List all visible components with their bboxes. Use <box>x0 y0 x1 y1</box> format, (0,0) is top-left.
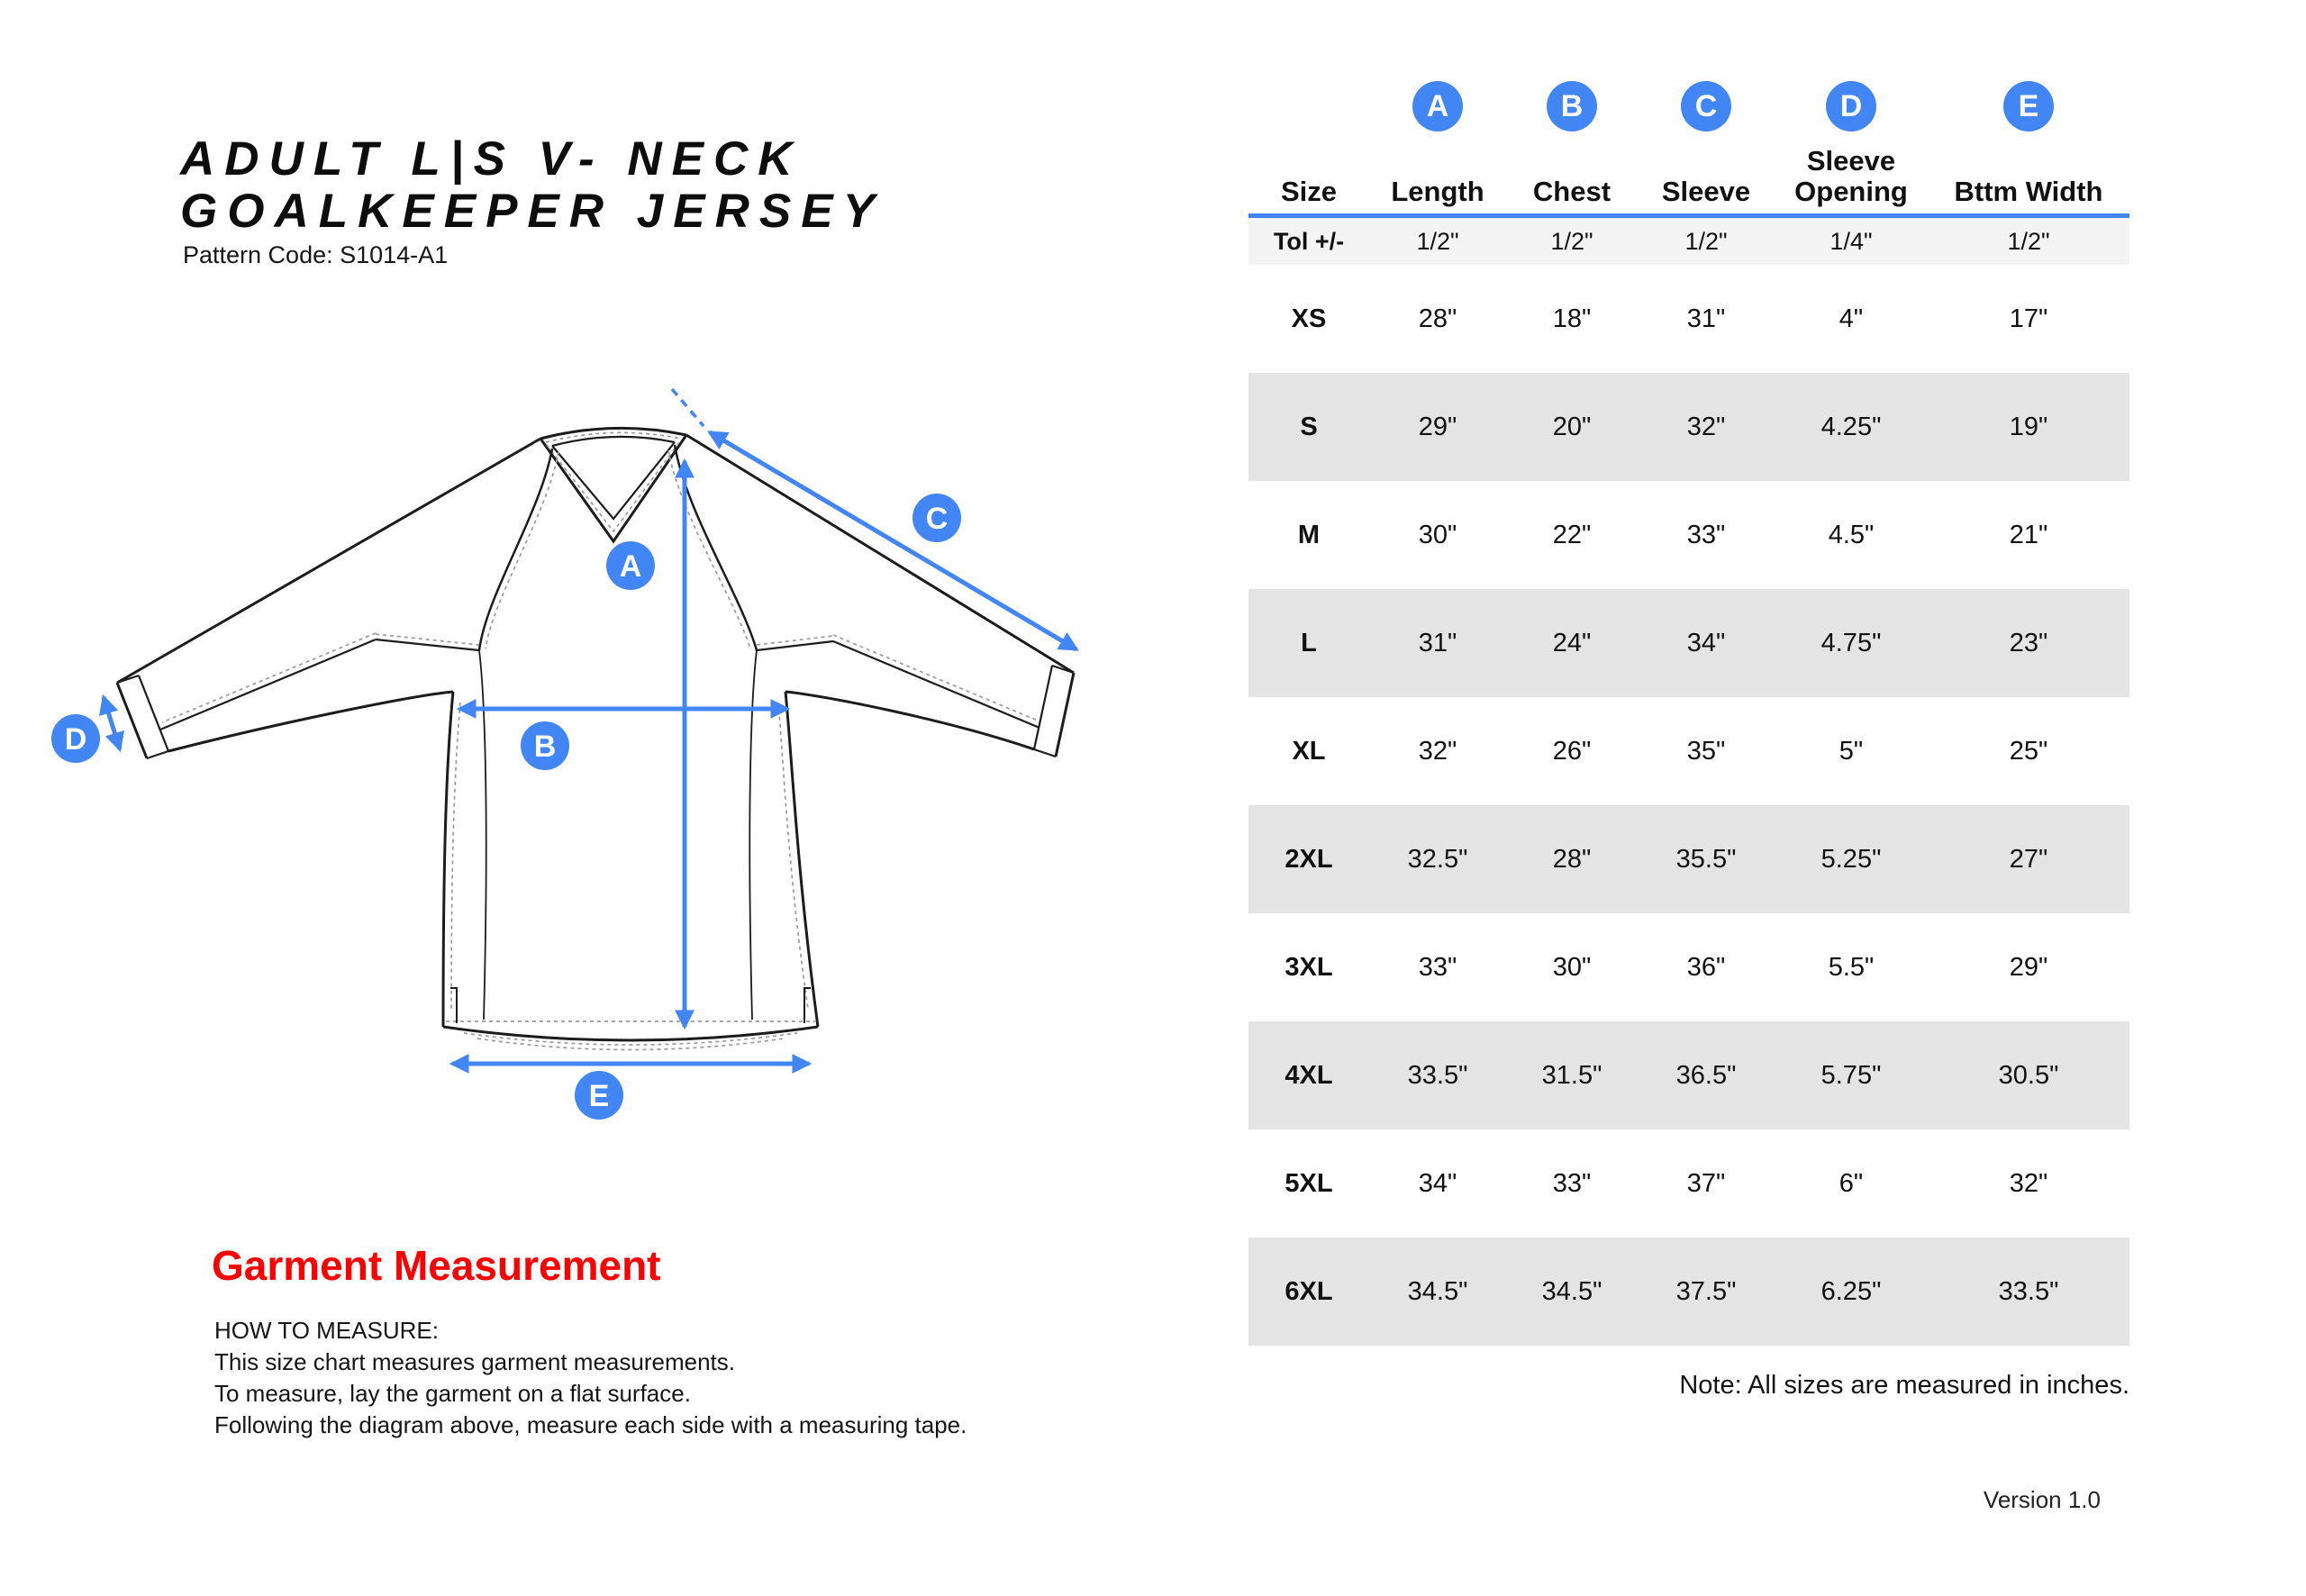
table-row-2xl <box>1248 805 2129 913</box>
diagram-label-c-text: C <box>925 502 949 536</box>
column-marker-b-icon: B <box>1547 81 1597 131</box>
jersey-diagram <box>36 378 1171 1135</box>
how-to-measure-line: To measure, lay the garment on a flat surface. <box>214 1380 691 1407</box>
table-row-3xl <box>1248 913 2129 1021</box>
size-label: 5XL <box>1285 1168 1333 1198</box>
column-marker-e-icon: E <box>2003 81 2054 131</box>
cell-sleeve-opening: 6" <box>1838 1168 1864 1198</box>
version-label: Version 1.0 <box>1983 1486 2101 1513</box>
diagram-label-b-text: B <box>533 730 557 764</box>
tolerance-row <box>1248 218 2129 265</box>
column-header-size: Size <box>1280 175 1338 207</box>
cell-sleeve-opening: 6.25" <box>1820 1276 1882 1306</box>
column-marker-a-icon: A <box>1412 81 1463 131</box>
tolerance-sleeve: 1/2" <box>1684 227 1728 255</box>
pattern-code: Pattern Code: S1014-A1 <box>183 241 449 268</box>
how-to-measure-line: Following the diagram above, measure each side with a measuring tape. <box>214 1411 967 1438</box>
diagram-label-a <box>606 541 655 590</box>
column-marker-c-icon: C <box>1681 81 1731 131</box>
diagram-label-b <box>521 721 569 770</box>
table-row-m <box>1248 481 2129 589</box>
tolerance-length: 1/2" <box>1416 227 1459 255</box>
diagram-label-a-text: A <box>619 549 642 584</box>
cell-sleeve-opening: 5" <box>1838 736 1864 766</box>
table-row-l <box>1248 589 2129 697</box>
size-label: L <box>1301 628 1317 657</box>
size-label: XL <box>1292 736 1326 766</box>
cell-sleeve: 31" <box>1686 304 1726 333</box>
cell-sleeve-opening: 5.5" <box>1828 952 1875 982</box>
table-row-4xl <box>1248 1021 2129 1129</box>
cell-length: 32" <box>1418 736 1457 766</box>
section-heading: Garment Measurement <box>212 1242 661 1289</box>
units-note: Note: All sizes are measured in inches. <box>1679 1371 2129 1400</box>
cell-sleeve-opening: 4.5" <box>1828 520 1875 549</box>
cell-sleeve: 33" <box>1686 520 1726 549</box>
cell-chest: 26" <box>1552 736 1592 766</box>
cell-chest: 20" <box>1552 412 1592 441</box>
diagram-label-d <box>51 714 100 763</box>
cell-chest: 28" <box>1552 844 1592 874</box>
cell-chest: 24" <box>1552 628 1592 657</box>
tolerance-chest: 1/2" <box>1550 227 1593 255</box>
cell-sleeve: 35.5" <box>1675 844 1737 874</box>
cell-bttm-width: 21" <box>2009 520 2048 549</box>
column-header-length: Length <box>1391 175 1484 207</box>
cell-bttm-width: 27" <box>2009 844 2048 874</box>
cell-sleeve-opening: 4.75" <box>1820 628 1882 657</box>
size-label: 3XL <box>1285 952 1333 982</box>
cell-bttm-width: 33.5" <box>1998 1276 2059 1306</box>
size-chart <box>1248 52 2129 1401</box>
cell-length: 34" <box>1418 1168 1457 1198</box>
column-markers-row <box>1248 52 2129 131</box>
page-title-line1: ADULT L|S V- NECK <box>180 132 803 186</box>
cell-sleeve-opening: 5.75" <box>1820 1060 1882 1090</box>
size-label: XS <box>1291 304 1327 333</box>
tolerance-bttm-width: 1/2" <box>2007 227 2050 255</box>
cell-length: 34.5" <box>1407 1276 1468 1306</box>
column-marker-d-icon: D <box>1826 81 1876 131</box>
size-label: 2XL <box>1285 844 1333 874</box>
cell-length: 29" <box>1418 412 1457 441</box>
cell-sleeve: 37.5" <box>1675 1276 1737 1306</box>
cell-sleeve: 34" <box>1686 628 1726 657</box>
column-header-sleeve: Sleeve <box>1661 175 1751 207</box>
size-label: M <box>1297 520 1321 549</box>
cell-sleeve: 37" <box>1686 1168 1726 1198</box>
cell-bttm-width: 17" <box>2009 304 2048 333</box>
table-row-xs <box>1248 265 2129 373</box>
cell-bttm-width: 23" <box>2009 628 2048 657</box>
measure-line-c-extension <box>672 389 704 426</box>
size-label: 6XL <box>1285 1276 1333 1306</box>
table-header-row <box>1248 131 2129 218</box>
cell-sleeve: 32" <box>1686 412 1726 441</box>
cell-length: 31" <box>1418 628 1457 657</box>
cell-length: 30" <box>1418 520 1457 549</box>
page-title-line2: GOALKEEPER JERSEY <box>180 185 885 238</box>
diagram-label-c <box>912 494 961 542</box>
cell-bttm-width: 19" <box>2009 412 2048 441</box>
size-label: 4XL <box>1285 1060 1333 1090</box>
how-to-measure <box>214 1315 967 1441</box>
diagram-label-e <box>575 1071 623 1120</box>
diagram-label-e-text: E <box>588 1079 610 1113</box>
cell-bttm-width: 29" <box>2009 952 2048 982</box>
cell-length: 32.5" <box>1407 844 1468 874</box>
table-row-s <box>1248 373 2129 481</box>
cell-sleeve: 36.5" <box>1675 1060 1737 1090</box>
cell-bttm-width: 30.5" <box>1998 1060 2059 1090</box>
cell-length: 28" <box>1418 304 1457 333</box>
cell-length: 33" <box>1418 952 1457 982</box>
measure-line-d <box>104 697 120 749</box>
cell-bttm-width: 25" <box>2009 736 2048 766</box>
cell-sleeve: 35" <box>1686 736 1726 766</box>
tolerance-label: Tol +/- <box>1273 227 1345 255</box>
cell-sleeve-opening: 5.25" <box>1820 844 1882 874</box>
cell-chest: 31.5" <box>1541 1060 1602 1090</box>
size-label: S <box>1300 412 1318 441</box>
cell-chest: 33" <box>1552 1168 1592 1198</box>
table-row-xl <box>1248 697 2129 805</box>
how-to-measure-heading: HOW TO MEASURE: <box>214 1317 439 1344</box>
column-header-bttm-width: Bttm Width <box>1954 175 2103 207</box>
cell-chest: 18" <box>1552 304 1592 333</box>
column-header-chest: Chest <box>1532 175 1611 207</box>
column-header-sleeve-opening: Sleeve Opening <box>1794 145 1908 207</box>
how-to-measure-line: This size chart measures garment measurements. <box>214 1348 735 1375</box>
table-row-5xl <box>1248 1129 2129 1238</box>
jersey-diagram-svg <box>36 378 1171 1135</box>
cell-sleeve-opening: 4" <box>1838 304 1864 333</box>
page-title <box>180 133 885 238</box>
tolerance-sleeve-opening: 1/4" <box>1829 227 1873 255</box>
cell-sleeve-opening: 4.25" <box>1820 412 1882 441</box>
diagram-label-d-text: D <box>64 722 87 757</box>
table-row-6xl <box>1248 1238 2129 1346</box>
cell-sleeve: 36" <box>1686 952 1726 982</box>
cell-chest: 30" <box>1552 952 1592 982</box>
cell-length: 33.5" <box>1407 1060 1468 1090</box>
cell-chest: 34.5" <box>1541 1276 1602 1306</box>
cell-bttm-width: 32" <box>2009 1168 2048 1198</box>
cell-chest: 22" <box>1552 520 1592 549</box>
